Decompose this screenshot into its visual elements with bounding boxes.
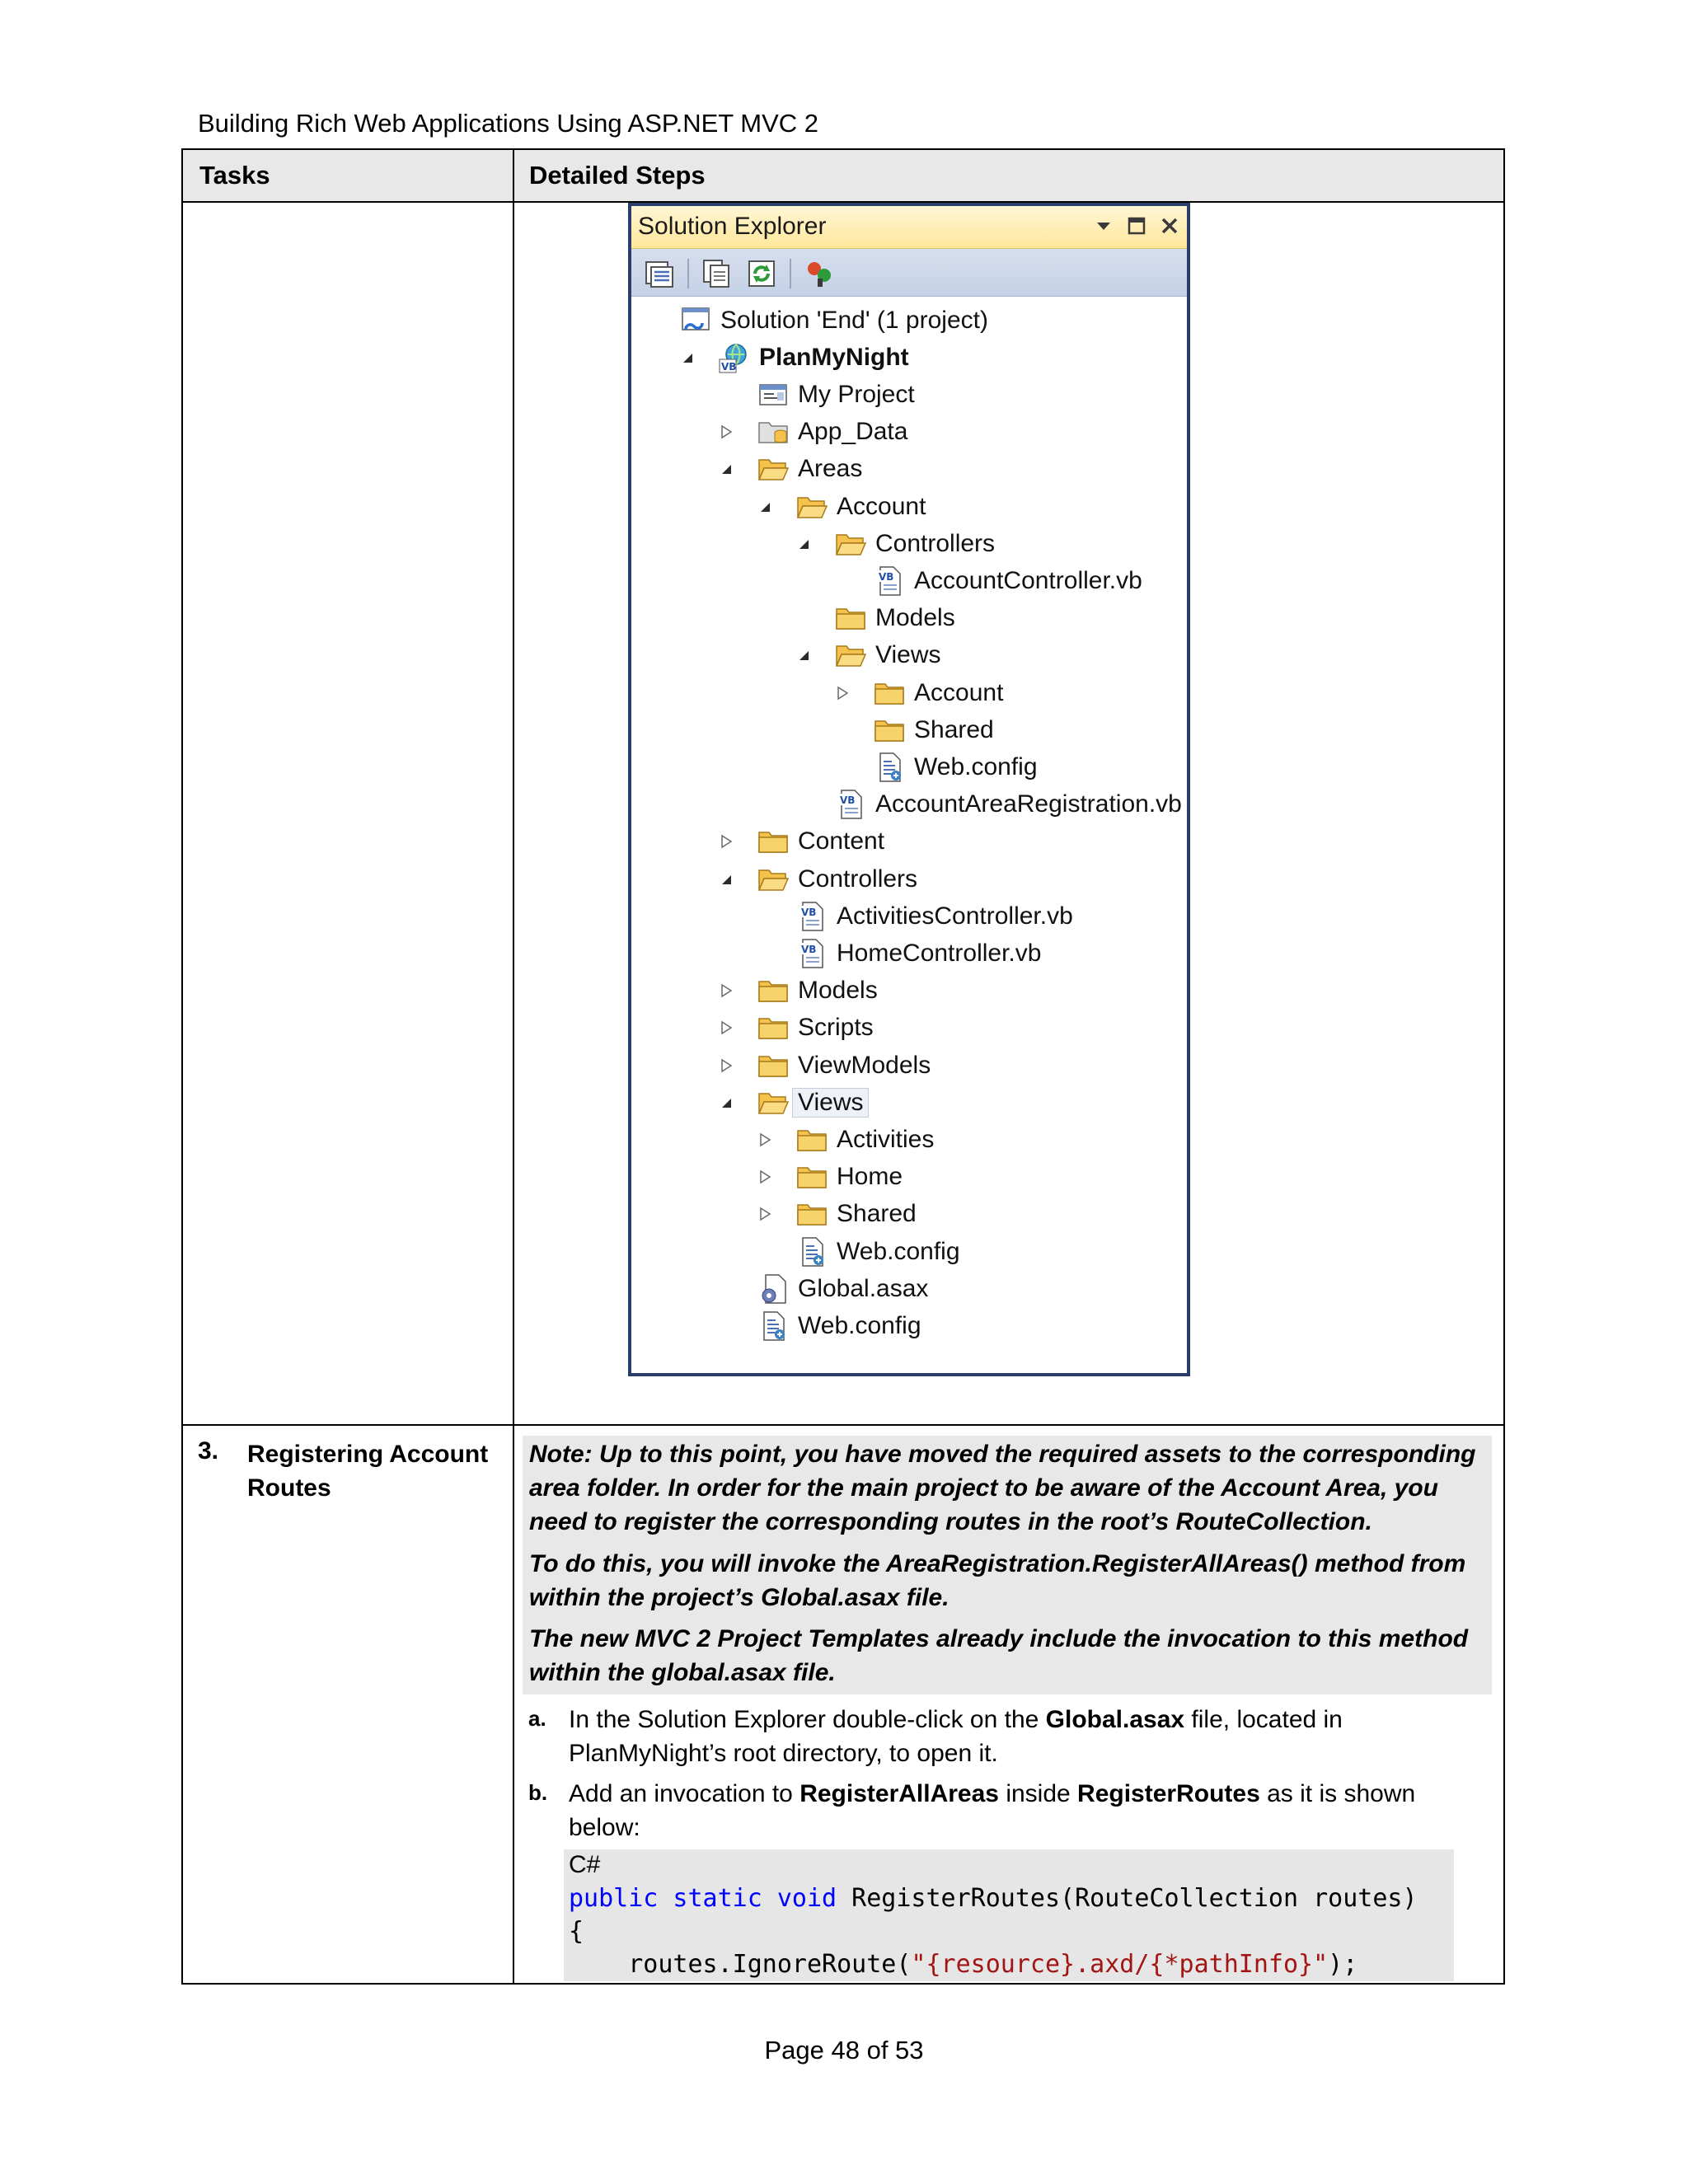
table-header-row bbox=[183, 150, 1503, 203]
tree-item[interactable] bbox=[717, 1047, 931, 1084]
page-number: Page 48 of 53 bbox=[764, 2036, 924, 2064]
collapsed-arrow-icon[interactable] bbox=[717, 1057, 735, 1075]
tree-item[interactable] bbox=[756, 1196, 917, 1233]
tree-item-label: Activities bbox=[837, 1125, 935, 1153]
tree-item[interactable] bbox=[795, 600, 955, 637]
tree-item[interactable] bbox=[717, 1307, 921, 1344]
config-file-icon bbox=[757, 1310, 790, 1343]
tree-item-label: Web.config bbox=[914, 752, 1038, 780]
collapsed-arrow-icon[interactable] bbox=[717, 832, 735, 851]
asax-file-icon bbox=[757, 1272, 790, 1305]
tree-item[interactable] bbox=[717, 1084, 869, 1121]
expanded-arrow-icon[interactable] bbox=[795, 535, 813, 553]
tree-item-label: App_Data bbox=[798, 418, 908, 446]
tree-item[interactable] bbox=[717, 972, 878, 1010]
substep-b-text: Add an invocation to RegisterAllAreas inside RegisterRoutes as it is shown below: bbox=[569, 1780, 1416, 1841]
expanded-arrow-icon[interactable] bbox=[678, 349, 696, 367]
tree-item[interactable] bbox=[756, 488, 926, 525]
folder-open-icon bbox=[834, 639, 867, 672]
substep-a-letter: a. bbox=[528, 1706, 546, 1731]
tree-item[interactable] bbox=[795, 786, 1182, 823]
tree-item[interactable] bbox=[795, 525, 995, 562]
tree-item-label: My Project bbox=[798, 380, 915, 408]
row-divider bbox=[183, 1424, 1503, 1426]
tree-item-label: Web.config bbox=[798, 1311, 921, 1339]
data-folder-icon bbox=[757, 415, 790, 448]
document-header: Building Rich Web Applications Using ASP.NET MVC 2 bbox=[198, 109, 818, 138]
expanded-arrow-icon[interactable] bbox=[756, 498, 774, 516]
collapsed-arrow-icon[interactable] bbox=[756, 1168, 774, 1186]
folder-open-icon bbox=[757, 1086, 790, 1119]
tree-item[interactable] bbox=[756, 935, 1041, 972]
header-tasks: Tasks bbox=[199, 161, 270, 190]
step-title: Registering Account Routes bbox=[247, 1441, 489, 1502]
tree-item[interactable] bbox=[833, 674, 1003, 711]
tree-item-label: Models bbox=[875, 604, 955, 632]
folder-icon bbox=[757, 974, 790, 1007]
svg-text:VB: VB bbox=[801, 906, 817, 918]
refresh-icon[interactable] bbox=[745, 257, 778, 290]
tree-item[interactable] bbox=[717, 823, 884, 860]
note-box bbox=[523, 1436, 1492, 1694]
close-icon[interactable] bbox=[1157, 211, 1182, 241]
tree-item-label: Models bbox=[798, 977, 878, 1005]
tree-item[interactable] bbox=[795, 637, 940, 674]
vb-file-icon bbox=[834, 788, 867, 821]
substep-b-letter: b. bbox=[528, 1780, 548, 1805]
show-all-files-icon[interactable] bbox=[701, 257, 734, 290]
collapsed-arrow-icon[interactable] bbox=[717, 982, 735, 1000]
tree-item-label: AccountAreaRegistration.vb bbox=[875, 790, 1182, 818]
folder-open-icon bbox=[834, 527, 867, 560]
tree-item[interactable] bbox=[833, 748, 1038, 785]
tree-item-label: Controllers bbox=[798, 865, 918, 893]
tree-item[interactable] bbox=[717, 860, 917, 898]
class-diagram-icon[interactable] bbox=[803, 257, 836, 290]
tree-item[interactable] bbox=[717, 414, 907, 451]
expanded-arrow-icon[interactable] bbox=[717, 1094, 735, 1112]
column-divider bbox=[513, 150, 514, 1983]
solution-explorer-titlebar bbox=[631, 206, 1187, 249]
tree-item[interactable] bbox=[756, 898, 1073, 935]
folder-icon bbox=[795, 1160, 828, 1193]
step-number: 3. bbox=[198, 1437, 219, 1465]
svg-text:VB: VB bbox=[801, 943, 817, 955]
folder-icon bbox=[873, 714, 906, 747]
vb-file-icon bbox=[795, 937, 828, 970]
tree-item[interactable] bbox=[756, 1233, 960, 1270]
header-detailed-steps: Detailed Steps bbox=[529, 161, 706, 190]
note-paragraph-3: The new MVC 2 Project Templates already include the invocation to this method within the global.asax file. bbox=[529, 1625, 1469, 1686]
config-file-icon bbox=[873, 751, 906, 784]
vb-web-project-icon bbox=[718, 341, 751, 374]
tree-item-label: Account bbox=[914, 678, 1004, 706]
dropdown-arrow-icon[interactable] bbox=[1091, 211, 1116, 241]
substep-a-text: In the Solution Explorer double-click on the Global.asax file, located in PlanMyNight’s root directory, to open it. bbox=[569, 1706, 1343, 1767]
folder-icon bbox=[873, 677, 906, 710]
expanded-arrow-icon[interactable] bbox=[795, 646, 813, 664]
folder-icon bbox=[757, 1011, 790, 1044]
folder-open-icon bbox=[757, 452, 790, 485]
folder-icon bbox=[834, 602, 867, 635]
collapsed-arrow-icon[interactable] bbox=[756, 1131, 774, 1149]
tree-item-label: HomeController.vb bbox=[837, 939, 1042, 967]
tree-item[interactable] bbox=[717, 1010, 874, 1047]
collapsed-arrow-icon[interactable] bbox=[717, 1019, 735, 1037]
tree-item-label: Areas bbox=[798, 455, 863, 483]
svg-text:VB: VB bbox=[721, 360, 737, 373]
folder-icon bbox=[757, 1049, 790, 1082]
solution-explorer-toolbar bbox=[631, 249, 1187, 297]
tree-item[interactable] bbox=[717, 1270, 928, 1307]
collapsed-arrow-icon[interactable] bbox=[717, 423, 735, 441]
tree-item-label: AccountController.vb bbox=[914, 566, 1142, 594]
tree-item-label: Views bbox=[792, 1088, 869, 1118]
tree-item-label: Shared bbox=[914, 715, 994, 743]
tree-item-label: ActivitiesController.vb bbox=[837, 902, 1073, 930]
tree-item[interactable] bbox=[756, 1121, 934, 1158]
tree-item-label: Content bbox=[798, 827, 885, 855]
tree-item[interactable] bbox=[833, 711, 994, 748]
folder-open-icon bbox=[757, 863, 790, 896]
note-paragraph-1: Note: Up to this point, you have moved the required assets to the corresponding area folder. In order for the main project to be aware of the Account Area, you need to register the corresponding routes in the root’s RouteCollection. bbox=[529, 1441, 1476, 1535]
vb-file-icon bbox=[873, 565, 906, 598]
code-line-3: routes.IgnoreRoute("{resource}.axd/{*pathInfo}"); bbox=[569, 1950, 1358, 1979]
expanded-arrow-icon[interactable] bbox=[717, 870, 735, 888]
collapsed-arrow-icon[interactable] bbox=[833, 684, 851, 702]
tree-item-label: Shared bbox=[837, 1200, 917, 1228]
tree-item[interactable] bbox=[717, 376, 915, 413]
config-file-icon bbox=[795, 1235, 828, 1268]
tree-item-label: Account bbox=[837, 492, 926, 520]
folder-icon bbox=[795, 1123, 828, 1156]
tree-item-label: ViewModels bbox=[798, 1051, 931, 1079]
tree-item-label: PlanMyNight bbox=[759, 343, 909, 371]
collapsed-arrow-icon[interactable] bbox=[756, 1205, 774, 1223]
solution-icon bbox=[679, 304, 712, 337]
tree-item[interactable] bbox=[833, 562, 1142, 599]
tree-item-label: Scripts bbox=[798, 1014, 874, 1042]
code-block bbox=[564, 1849, 1454, 1981]
tree-item[interactable] bbox=[640, 302, 988, 339]
tree-item-label: Global.asax bbox=[798, 1274, 929, 1302]
solution-explorer-panel bbox=[628, 203, 1190, 1376]
folder-icon bbox=[795, 1197, 828, 1230]
tree-item[interactable] bbox=[756, 1159, 903, 1196]
note-paragraph-2: To do this, you will invoke the AreaRegistration.RegisterAllAreas() method from within the project’s Global.asax file. bbox=[529, 1550, 1466, 1611]
code-line-1: public static void RegisterRoutes(RouteCollection routes) bbox=[569, 1884, 1418, 1913]
vb-file-icon bbox=[795, 900, 828, 933]
my-project-icon bbox=[757, 378, 790, 411]
code-line-2: { bbox=[569, 1917, 584, 1946]
tree-item-label: Home bbox=[837, 1163, 903, 1191]
expanded-arrow-icon[interactable] bbox=[717, 460, 735, 478]
tree-item[interactable] bbox=[717, 451, 862, 488]
maximize-icon[interactable] bbox=[1124, 211, 1149, 241]
tree-item-label: Controllers bbox=[875, 529, 996, 557]
folder-icon bbox=[757, 825, 790, 858]
solution-explorer-title: Solution Explorer bbox=[638, 213, 827, 240]
folder-open-icon bbox=[795, 490, 828, 523]
properties-icon[interactable] bbox=[643, 257, 676, 290]
svg-text:VB: VB bbox=[840, 794, 856, 807]
svg-text:VB: VB bbox=[879, 570, 894, 583]
tree-item[interactable] bbox=[678, 339, 909, 376]
tree-item-label: Views bbox=[875, 641, 941, 669]
tree-item-label: Web.config bbox=[837, 1237, 960, 1265]
tree-item-label: Solution 'End' (1 project) bbox=[720, 306, 988, 334]
code-language-label: C# bbox=[569, 1851, 601, 1878]
